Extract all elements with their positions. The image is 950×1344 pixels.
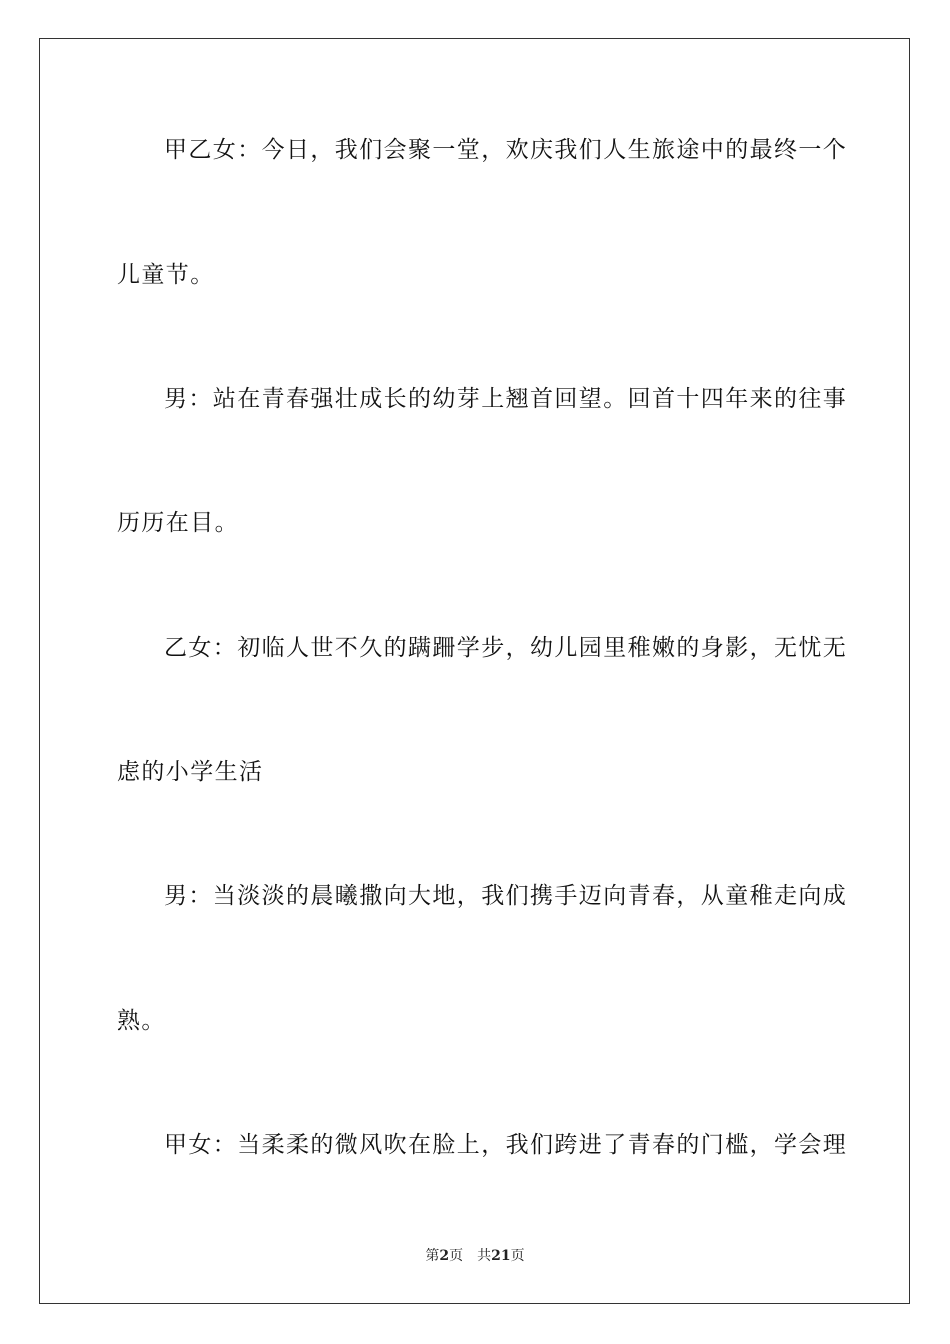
footer-total-pages: 21	[491, 1248, 511, 1264]
footer-page-number: 2	[439, 1248, 450, 1264]
paragraph-1-line-2: 儿童节。	[117, 262, 215, 288]
paragraph-3-line-1: 乙女：初临人世不久的蹒跚学步，幼儿园里稚嫩的身影，无忧无	[164, 635, 848, 661]
paragraph-1-line-1: 甲乙女：今日，我们会聚一堂，欢庆我们人生旅途中的最终一个	[164, 137, 848, 163]
paragraph-4-line-1: 男：当淡淡的晨曦撒向大地，我们携手迈向青春，从童稚走向成	[164, 883, 848, 909]
footer-total-suffix: 页	[510, 1248, 525, 1264]
footer-page-suffix: 页	[449, 1248, 464, 1264]
paragraph-5-line-1: 甲女：当柔柔的微风吹在脸上，我们跨进了青春的门槛，学会理	[164, 1132, 848, 1158]
paragraph-2-line-1: 男：站在青春强壮成长的幼芽上翘首回望。回首十四年来的往事	[164, 386, 848, 412]
page-footer	[0, 1246, 950, 1266]
paragraph-3-line-2: 虑的小学生活	[117, 759, 264, 785]
page-frame	[39, 38, 910, 1304]
footer-page-prefix: 第	[425, 1248, 440, 1264]
paragraph-2-line-2: 历历在目。	[117, 510, 239, 536]
paragraph-4-line-2: 熟。	[117, 1008, 166, 1034]
footer-total-prefix: 共	[477, 1248, 492, 1264]
